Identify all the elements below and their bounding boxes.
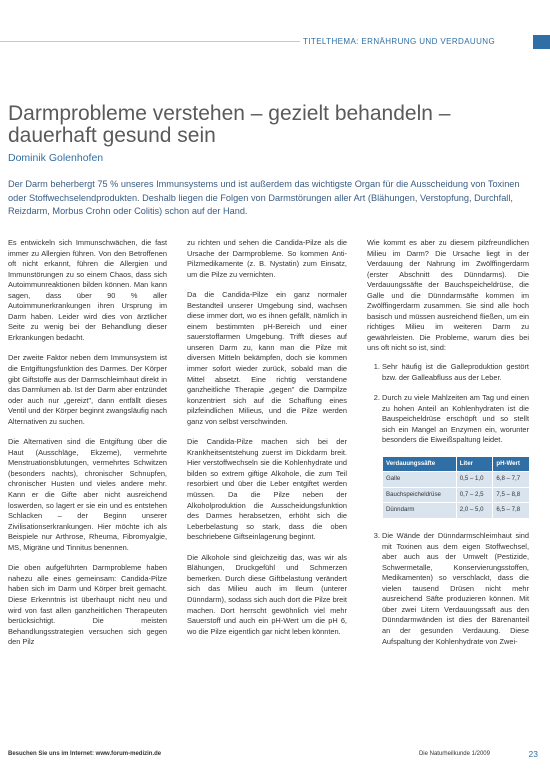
paragraph: Die Alternativen sind die Entgiftung über die Haut (Ausschläge, Ekzeme), vermehrte Menstruationsblutungen, vermehrtes Schwitzen (besonders nachts), chronischer Schnupfen, chronischer Husten und vieles andere mehr. Kann er die Gifte aber nicht ausreichend loswerden, so lagert er sie ein und es entstehen Schlacken – der Beginn unserer Zivilisationserkrankungen. Hier möchte ich als Beispiele nur Arthrose, Rheuma, Fibromyalgie, MS, Migräne und Tinnitus benennen. [8, 437, 167, 552]
article-lead: Der Darm beherbergt 75 % unseres Immunsystems und ist außerdem das wichtigste Organ für die Ausscheidung von Toxinen oder Stoffwechselendprodukten. Deshalb liegen die Folgen von Darmstörungen aller Art (Blähungen, Verstopfung, Durchfall, Reizdarm, Morbus Crohn oder Colitis) schon auf der Hand. [8, 179, 520, 216]
section-label: TITELTHEMA: ERNÄHRUNG UND VERDAUUNG [303, 37, 496, 46]
table-row [383, 503, 530, 519]
table-cell: 2,0 – 5,0 [456, 503, 493, 519]
table-cell: 6,5 – 7,8 [493, 503, 530, 519]
page-number: 23 [528, 749, 538, 759]
table-cell: Galle [383, 472, 457, 488]
list-item: 1. Sehr häufig ist die Galleproduktion gestört bzw. der Galleabfluss aus der Leber. [382, 362, 529, 383]
table-cell: 0,7 – 2,5 [456, 487, 493, 503]
list-item: 3. Die Wände der Dünndarmschleimhaut sind mit Toxinen aus dem eigen Stoffwechsel, aber auch aus der Umwelt (Pestizide, Schwermetalle, Konservierungsstoffen, Medikamenten) so verschlackt, dass die vielen tausend Drüsen nicht mehr ausreichend Säfte produzieren können. Mit über zwei Litern Verdauungssaft aus den Dünndarmwänden ist dies der Bärenanteil an der gesunden Verdauung. Diese Aufspaltung der Kohlenhydrate von Zwei- [382, 531, 529, 647]
digestive-juices-table [382, 456, 530, 519]
paragraph: Es entwickeln sich Immunschwächen, die fast immer zu Allergien führen. Von den Betroffenen oft nicht erkannt, führen die Allergien und Immunstörungen zu so einem Chaos, dass sich Autoimmunreaktionen bilden können. Man kann sagen, dass über 90 % aller Autoimmunerkrankungen ihren Ursprung im Darm haben. Leider wird dies von ärztlicher Seite zu wenig bei der Behandlung dieser Erkrankungen bedacht. [8, 238, 167, 342]
problem-list-continued [367, 531, 529, 647]
paragraph: Die oben aufgeführten Darmprobleme haben nahezu alle eines gemeinsam: Candida-Pilze haben sich im Darm und Körper breit gemacht. Diese Erkenntnis ist überhaupt nicht neu und wird von fast allen ganzheitlichen Therapeuten berücksichtigt. Die meisten Behandlungsstrategien versuchen sich gegen den Pilz [8, 563, 167, 647]
table-row [383, 472, 530, 488]
footer-website: Besuchen Sie uns im Internet: www.forum-medizin.de [8, 751, 162, 757]
page-footer [0, 751, 550, 763]
header-accent-block [533, 35, 550, 49]
digestive-juices-table-wrap [367, 456, 529, 519]
column-2 [187, 238, 347, 647]
table-cell: Dünndarm [383, 503, 457, 519]
paragraph: Wie kommt es aber zu diesem pilzfreundlichen Milieu im Darm? Die Ursache liegt in der Verdauung der Nahrung im Zwölffingerdarm (erster Abschnitt des Dünndarms). Die Verdauungssäfte der Bauchspeicheldrüse, die Galle und die Dünndarmsäfte kommen im Zwölffingerdarm zusammen. Sie sind alle hoch basisch und müssen ausreichend fließen, um ein richtiges Milieu im weiteren Darm zu gewährleisten. Die Probleme, warum dies bei uns oft nicht so ist, sind: [367, 238, 529, 353]
list-item: 2. Durch zu viele Mahlzeiten am Tag und einen zu hohen Anteil an Kohlenhydraten ist die Bauspeicheldrüse erschöpft und so stellt sich ein Mangel an Enzymen ein, worunter besonders die Eiweißspaltung leidet. [382, 393, 529, 446]
table-cell: 6,8 – 7,7 [493, 472, 530, 488]
table-cell: 0,5 – 1,0 [456, 472, 493, 488]
article-author: Dominik Golenhofen [8, 152, 104, 164]
paragraph: Die Candida-Pilze machen sich bei der Krankheitsentstehung zuerst im Dickdarm breit. Hier verstoffwechseln sie die Kohlenhydrate und bilden so extrem giftige Alkohole, die zum Teil resorbiert und über die Leber entgiftet werden müssen. Da die Pilze neben der Alkoholproduktion die Ausscheidungsfunktion des Darmes herabsetzen, erhöht sich die Leberbelastung so stark, dass die oben beschriebene Giftseinlagerung beginnt. [187, 437, 347, 542]
table-header-row [383, 456, 530, 472]
paragraph: Da die Candida-Pilze ein ganz normaler Bestandteil unserer Umgebung sind, wachsen diese immer dort, wo es ihnen gefällt, nämlich in einem bestimmten pH-Bereich und einer sauerstoffarmen Umgebung. Trifft dieses auf unseren Darm zu, kann man die Pilze mit diversen Mitteln bekämpfen, doch sie kommen immer sofort wieder zurück, sobald man die Mittel absetzt. Eine richtig verstandene ganzheitliche Therapie „gegen" die Darmpilze konzentriert sich auf die Schaffung eines pilzfeindlichen Milieus, und die Pilze werden ganz von selbst verschwinden. [187, 290, 347, 426]
table-cell: Bauchspeicheldrüse [383, 487, 457, 503]
header-rule [0, 41, 300, 42]
article-title: Darmprobleme verstehen – gezielt behandeln – dauerhaft gesund sein [8, 102, 451, 147]
table-header: Verdauungssäfte [383, 456, 457, 472]
paragraph: Der zweite Faktor neben dem Immunsystem ist die Entgiftungsfunktion des Darmes. Der Körper gibt Giftstoffe aus der Darmschleimhaut direkt in das Darmlumen ab. Ist der Darm aber entzündet oder auch nur „gereizt", dann entfällt dieses Ventil und der Körper beginnt zwangsläufig nach Alternativen zu suchen. [8, 353, 167, 426]
column-3 [367, 238, 529, 657]
table-cell: 7,5 – 8,8 [493, 487, 530, 503]
paragraph: zu richten und sehen die Candida-Pilze als die Ursache der Darmprobleme. So kommen Anti-Pilzmedikamente (z. B. Nystatin) zum Einsatz, um die Pilze zu vernichten. [187, 238, 347, 279]
column-1 [8, 238, 167, 658]
problem-list [367, 362, 529, 446]
table-row [383, 487, 530, 503]
table-header: Liter [456, 456, 493, 472]
section-header [0, 35, 550, 49]
footer-magazine: Die Naturheilkunde 1/2009 [418, 751, 490, 757]
paragraph: Die Alkohole sind gleichzeitig das, was wir als Blähungen, Druckgefühl und Schmerzen bemerken. Durch diese Giftbelastung verändert sich das Milieu auch im Ileum (unterer Dünndarm), sodass sich auch dort die Pilze breit machen. Dort herrscht gewöhnlich viel mehr Sauerstoff und auch ein pH-Wert um die pH 6, wo die Pilze eigentlich gar nicht leben könnten. [187, 552, 347, 636]
table-header: pH-Wert [493, 456, 530, 472]
